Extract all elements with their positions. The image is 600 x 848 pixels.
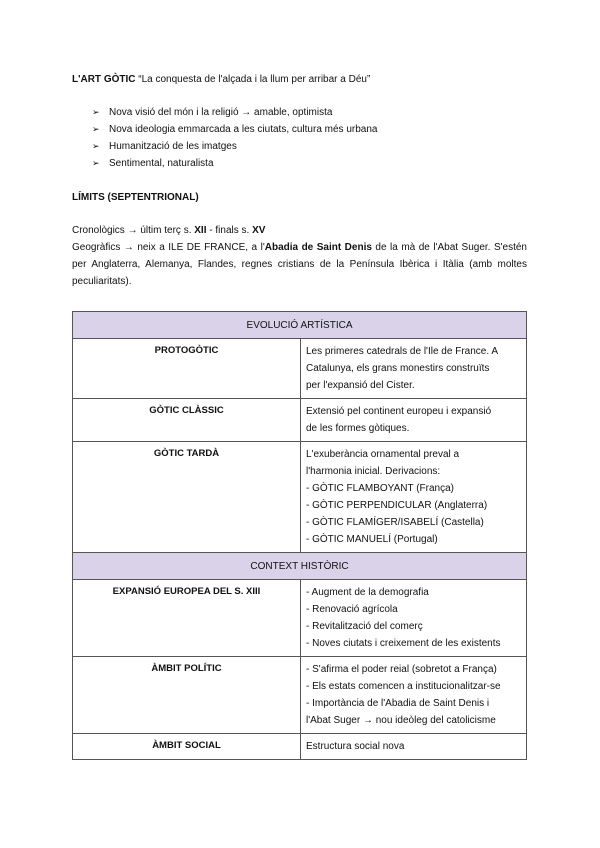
section-header-row [73, 312, 527, 339]
gothic-art-table [72, 311, 527, 760]
row-label: GÒTIC TARDÀ [73, 442, 301, 553]
content-line: Les primeres catedrals de l'Ile de France. A [306, 346, 499, 357]
geo-abbey: Abadia de Saint Denis [264, 242, 372, 253]
table-row [73, 734, 527, 760]
arrow-bullet-icon: ➢ [92, 141, 100, 151]
row-content [301, 399, 527, 442]
list-item [92, 104, 377, 121]
content-line: - GÒTIC PERPENDICULAR (Anglaterra) [306, 500, 488, 511]
arrow-bullet-icon: ➢ [92, 158, 100, 168]
content-line: l'harmonia inicial. Derivacions: [306, 466, 441, 477]
arrow-bullet-icon: ➢ [92, 107, 100, 117]
list-item-text: Nova visió del món i la religió → amable, optimista [109, 107, 333, 118]
section-header-row [73, 553, 527, 580]
content-line: Extensió pel continent europeu i expansió [306, 406, 492, 417]
content-line: - Renovació agrícola [306, 604, 398, 615]
table-row [73, 339, 527, 399]
section-title-artistic: EVOLUCIÓ ARTÍSTICA [73, 312, 527, 339]
geo-prefix: Geogràfics → neix a ILE DE FRANCE, a l' [72, 242, 265, 253]
content-line: per l'expansió del Cister. [306, 380, 415, 391]
content-line: - GÒTIC MANUELÍ (Portugal) [306, 534, 438, 545]
content-line: - Els estats comencen a institucionalitzar-se [306, 681, 501, 692]
content-line: - S'afirma el poder reial (sobretot a França) [306, 664, 497, 675]
row-content [301, 339, 527, 399]
content-line: Catalunya, els grans monestirs construïts [306, 363, 490, 374]
row-label: PROTOGÒTIC [73, 339, 301, 399]
row-content [301, 734, 527, 760]
row-label: ÀMBIT POLÍTIC [73, 657, 301, 734]
chronological-paragraph [72, 222, 527, 239]
content-line: - GÒTIC FLAMBOYANT (França) [306, 483, 454, 494]
list-item-text: Humanització de les imatges [109, 141, 237, 152]
document-title [72, 74, 370, 85]
row-content [301, 442, 527, 553]
section-title-historical: CONTEXT HISTÒRIC [73, 553, 527, 580]
geo-rest: de la mà de l'Abat Suger. S'estén per Anglaterra, Alemanya, Flandes, regnes cristians de la Península Ibèrica i Itàlia (amb moltes peculiaritats). [72, 242, 527, 287]
content-line: Estructura social nova [306, 741, 405, 752]
content-line: - Revitalització del comerç [306, 621, 423, 632]
row-label: ÀMBIT SOCIAL [73, 734, 301, 760]
content-line: de les formes gòtiques. [306, 423, 410, 434]
list-item [92, 138, 377, 155]
chrono-start: XII [194, 225, 207, 236]
geographic-paragraph [72, 239, 527, 290]
content-line: - Noves ciutats i creixement de les existents [306, 638, 501, 649]
limits-heading: LÍMITS (SEPTENTRIONAL) [72, 192, 199, 203]
bullet-list [92, 104, 377, 172]
arrow-bullet-icon: ➢ [92, 124, 100, 134]
row-content [301, 580, 527, 657]
table-row [73, 580, 527, 657]
list-item-text: Nova ideologia emmarcada a les ciutats, cultura més urbana [109, 124, 378, 135]
content-line: - Augment de la demografia [306, 587, 429, 598]
content-line: l'Abat Suger → nou ideòleg del catolicisme [306, 715, 496, 726]
content-line: L'exuberància ornamental preval a [306, 449, 460, 460]
content-line: - GÒTIC FLAMÍGER/ISABELÍ (Castella) [306, 517, 484, 528]
list-item-text: Sentimental, naturalista [109, 158, 214, 169]
table-row [73, 657, 527, 734]
list-item [92, 155, 377, 172]
chrono-end: XV [252, 225, 266, 236]
table-row [73, 399, 527, 442]
title-bold: L'ART GÒTIC [72, 74, 136, 85]
chrono-mid: - finals s. [206, 225, 253, 236]
row-label: GÒTIC CLÀSSIC [73, 399, 301, 442]
row-content [301, 657, 527, 734]
list-item [92, 121, 377, 138]
title-subtitle: “La conquesta de l'alçada i la llum per arribar a Déu” [138, 74, 371, 85]
table-row [73, 442, 527, 553]
chrono-prefix: Cronològics → últim terç s. [72, 225, 195, 236]
content-line: - Importància de l'Abadia de Saint Denis i [306, 698, 490, 709]
row-label: EXPANSIÓ EUROPEA DEL S. XIII [73, 580, 301, 657]
